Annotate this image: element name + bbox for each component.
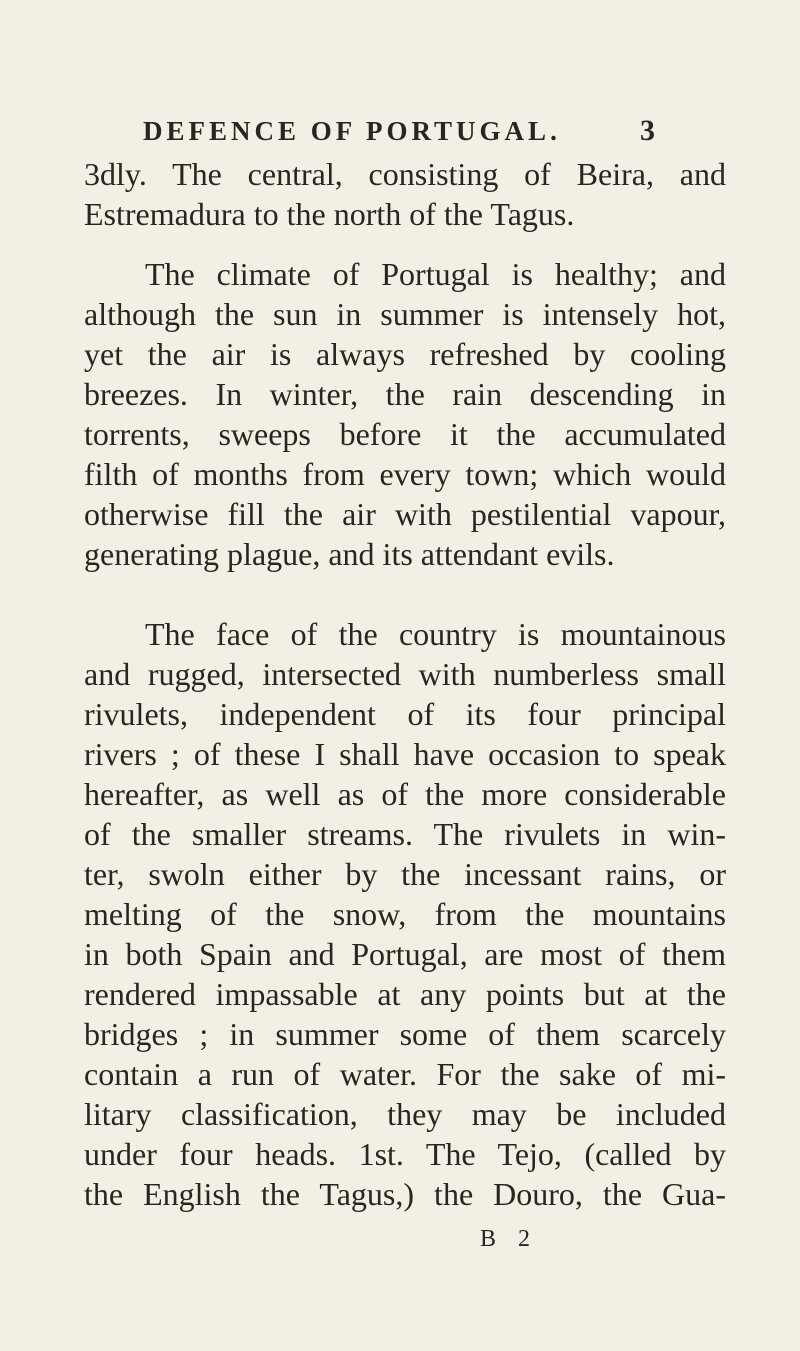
text-line: rendered impassable at any points but at the xyxy=(84,976,726,1012)
text-line: the English the Tagus,) the Douro, the Gua- xyxy=(84,1176,726,1212)
text-line: hereafter, as well as of the more considerable xyxy=(84,776,726,812)
text-line: rivers ; of these I shall have occasion to speak xyxy=(84,736,726,772)
text-line: filth of months from every town; which would xyxy=(84,456,726,492)
text-line: otherwise fill the air with pestilential vapour, xyxy=(84,496,726,532)
signature-mark: B 2 xyxy=(480,1226,539,1252)
text-line: torrents, sweeps before it the accumulated xyxy=(84,416,726,452)
text-line: in both Spain and Portugal, are most of them xyxy=(84,936,726,972)
running-head: DEFENCE OF PORTUGAL. xyxy=(143,116,561,146)
text-line: of the smaller streams. The rivulets in win- xyxy=(84,816,726,852)
text-line: The face of the country is mountainous xyxy=(145,616,726,652)
text-line: 3dly. The central, consisting of Beira, and xyxy=(84,156,726,192)
text-line: bridges ; in summer some of them scarcely xyxy=(84,1016,726,1052)
text-line: yet the air is always refreshed by cooling xyxy=(84,336,726,372)
text-line: although the sun in summer is intensely hot, xyxy=(84,296,726,332)
text-line: litary classification, they may be included xyxy=(84,1096,726,1132)
text-line: under four heads. 1st. The Tejo, (called by xyxy=(84,1136,726,1172)
text-line: rivulets, independent of its four principal xyxy=(84,696,726,732)
text-line: The climate of Portugal is healthy; and xyxy=(145,256,726,292)
text-line: ter, swoln either by the incessant rains, or xyxy=(84,856,726,892)
text-line: and rugged, intersected with numberless small xyxy=(84,656,726,692)
text-line: melting of the snow, from the mountains xyxy=(84,896,726,932)
text-line: contain a run of water. For the sake of mi- xyxy=(84,1056,726,1092)
page-number: 3 xyxy=(640,114,655,147)
text-line: Estremadura to the north of the Tagus. xyxy=(84,196,575,232)
text-line: generating plague, and its attendant evils. xyxy=(84,536,615,572)
text-line: breezes. In winter, the rain descending in xyxy=(84,376,726,412)
